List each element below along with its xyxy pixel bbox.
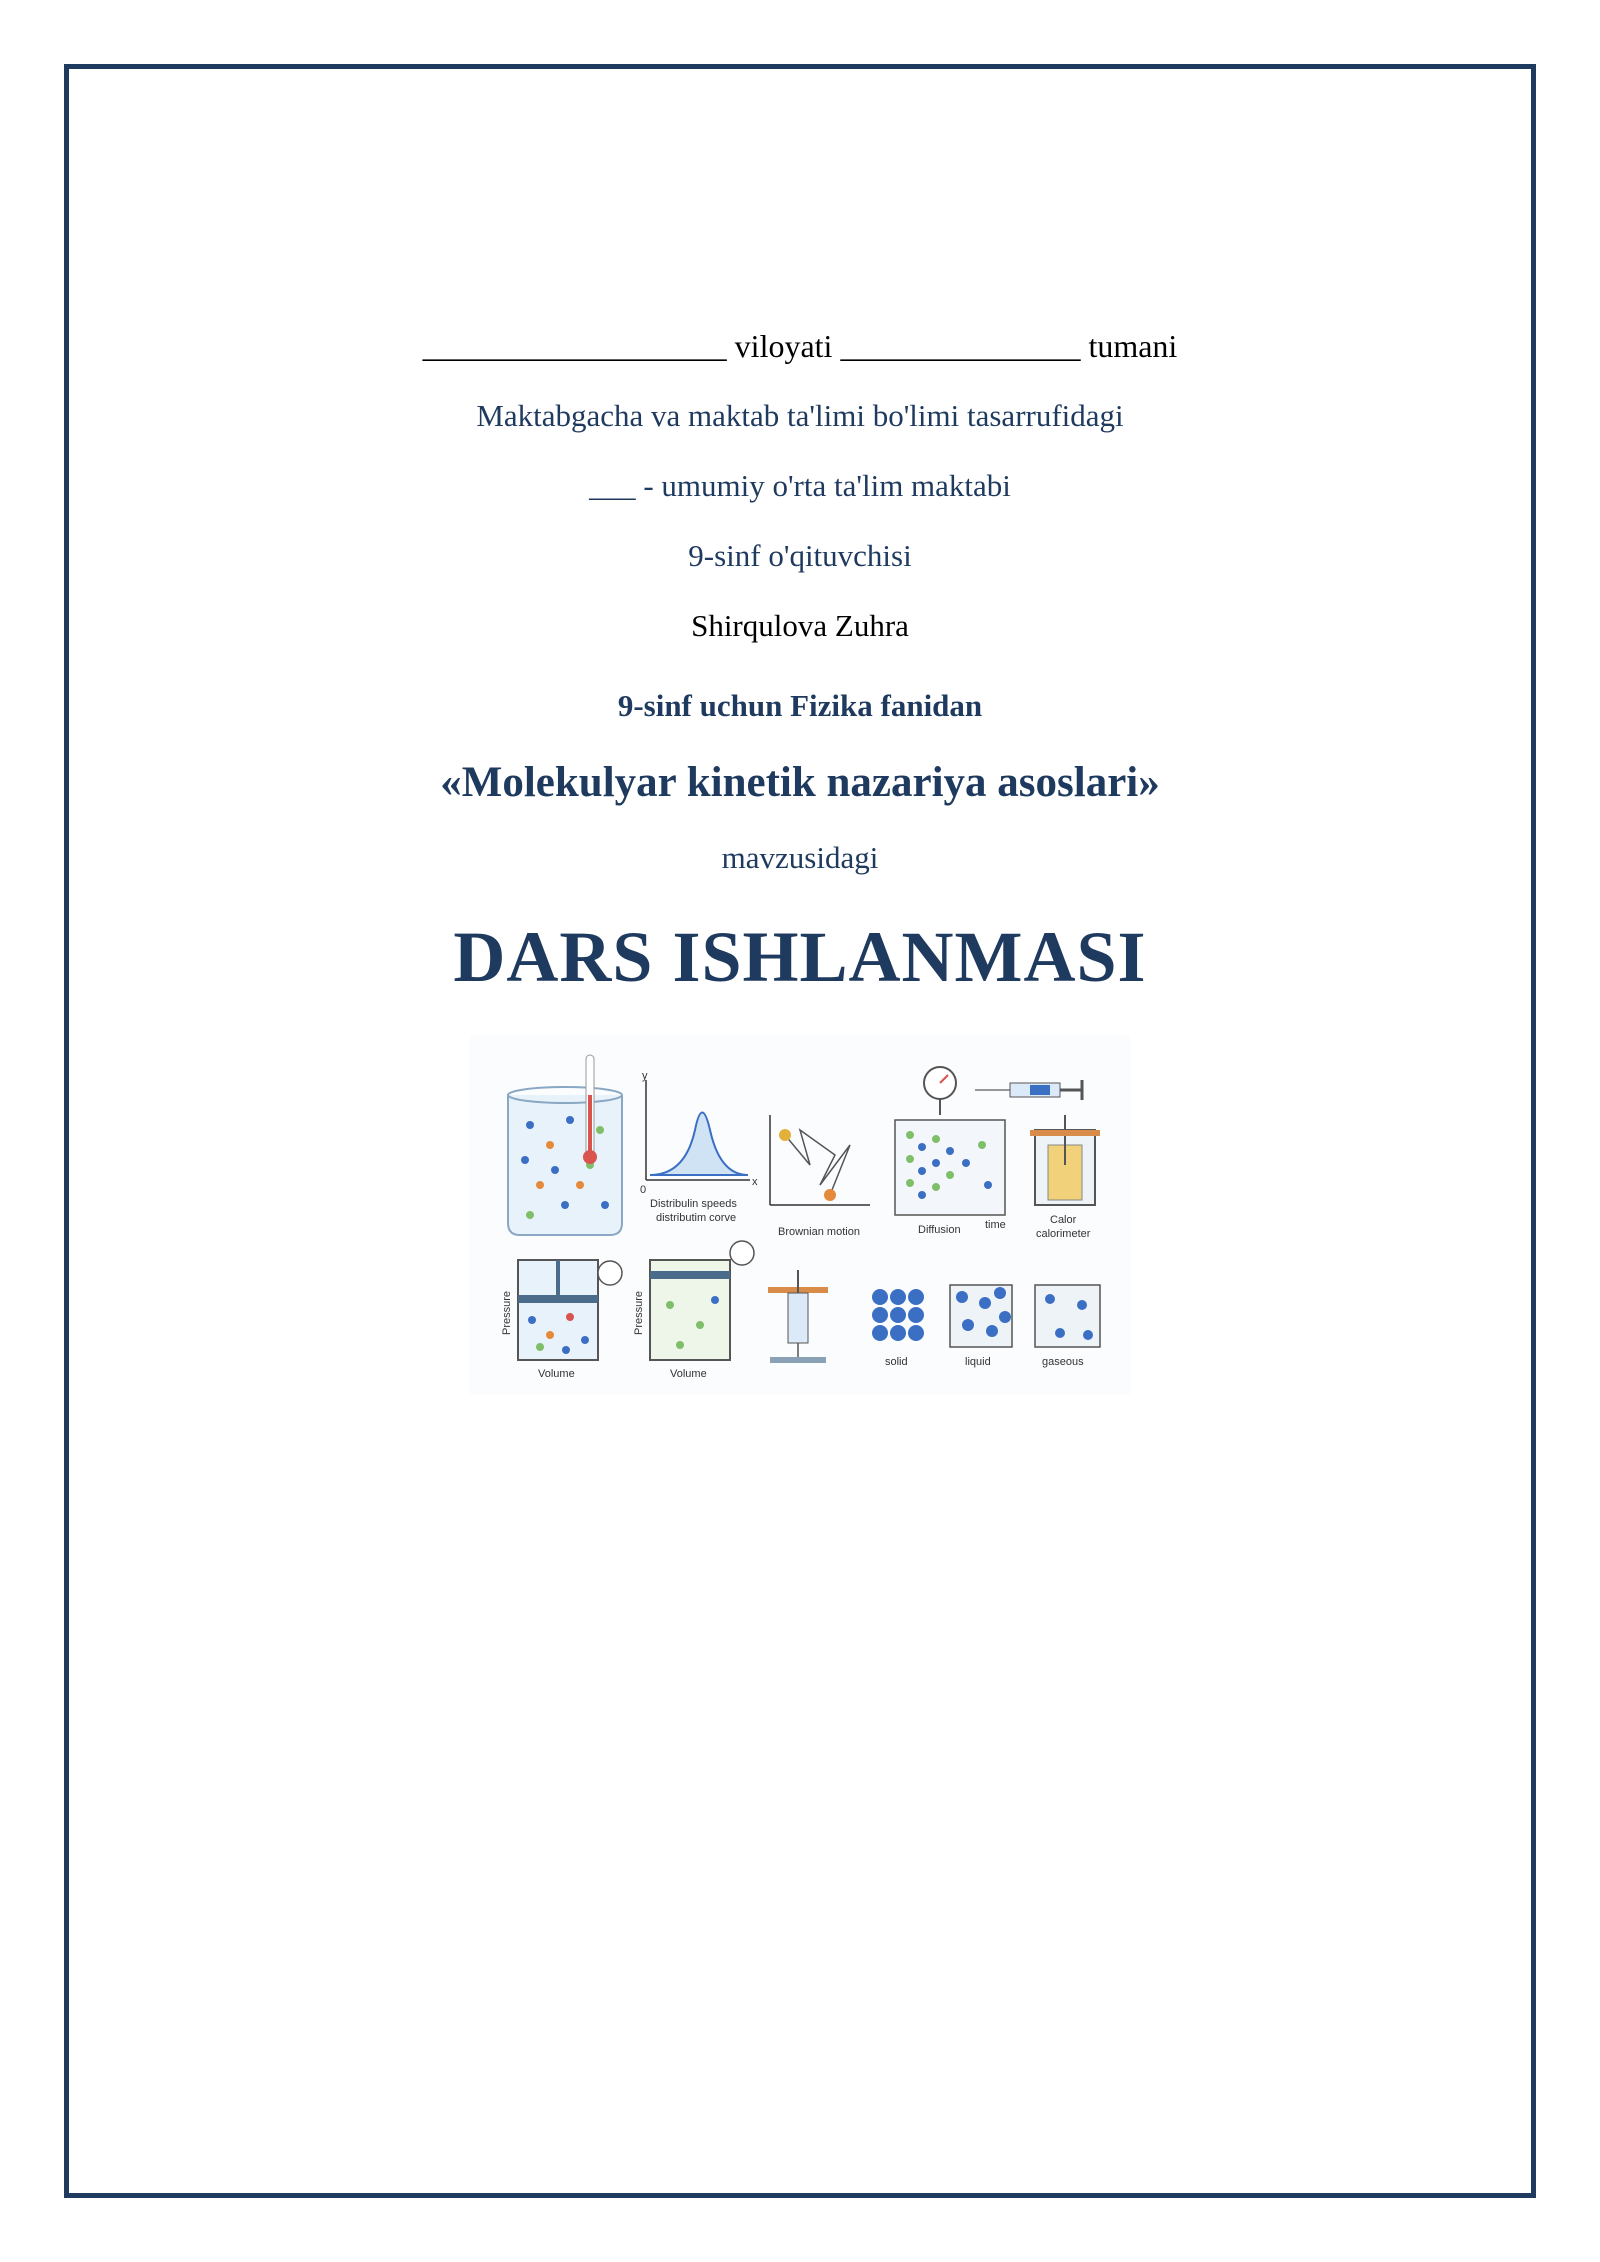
- calor-caption: Calor: [1050, 1214, 1077, 1226]
- document-title: DARS ISHLANMASI: [453, 917, 1147, 997]
- brownian-caption: Brownian motion: [778, 1226, 860, 1238]
- axis-x-label: x: [752, 1176, 758, 1188]
- region-line: ___________________ viloyati _______________ tumani: [422, 328, 1178, 364]
- topic-title: «Molekulyar kinetik nazariya asoslari»: [440, 759, 1160, 806]
- distribution-caption: Distribulin speeds: [650, 1198, 737, 1210]
- department-line: Maktabgacha va maktab ta'limi bo'limi tasarrufidagi: [476, 398, 1124, 433]
- axis-zero-label: 0: [640, 1184, 647, 1196]
- pressure-caption-1: Pressure: [501, 1290, 513, 1335]
- volume-caption-2: Volume: [670, 1368, 707, 1380]
- time-caption: time: [985, 1219, 1006, 1231]
- calorimeter-caption: calorimeter: [1036, 1228, 1091, 1240]
- gaseous-caption: gaseous: [1042, 1356, 1084, 1368]
- teacher-role: 9-sinf o'qituvchisi: [688, 538, 912, 573]
- author-name: Shirqulova Zuhra: [691, 608, 909, 643]
- axis-y-label: y: [642, 1070, 648, 1082]
- school-line: ___ - umumiy o'rta ta'lim maktabi: [589, 468, 1011, 503]
- solid-caption: solid: [885, 1356, 908, 1368]
- diffusion-caption: Diffusion: [918, 1224, 961, 1236]
- pressure-caption-2: Pressure: [633, 1290, 645, 1335]
- course-line: 9-sinf uchun Fizika fanidan: [617, 688, 983, 723]
- distribution-caption-2: distributim corve: [656, 1212, 737, 1224]
- physics-illustration: [470, 1035, 1130, 1395]
- liquid-caption: liquid: [965, 1356, 991, 1368]
- volume-caption-1: Volume: [538, 1368, 575, 1380]
- topic-suffix: mavzusidagi: [721, 840, 879, 875]
